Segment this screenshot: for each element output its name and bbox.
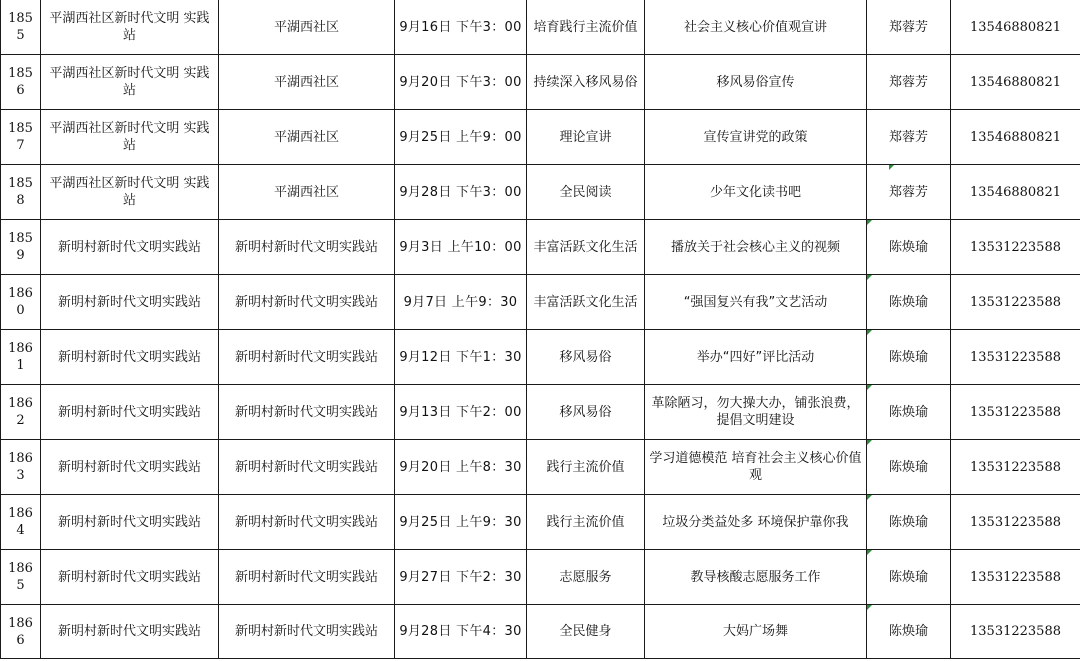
contact-cell: 郑蓉芳 [867,0,951,55]
cell-marker-icon [889,165,894,170]
station-cell: 新明村新时代文明实践站 [41,550,219,605]
phone-cell: 13531223588 [951,385,1080,440]
location-cell: 平湖西社区 [219,110,395,165]
contact-cell [867,275,951,330]
station-cell: 平湖西社区新时代文明 实践站 [41,0,219,55]
category-cell: 践行主流价值 [527,495,645,550]
table-row [1,55,1080,110]
cell-marker-icon [867,605,872,610]
location-cell: 平湖西社区 [219,0,395,55]
row-number: 1860 [1,275,41,330]
contact-cell [867,385,951,440]
cell-marker-icon [867,440,872,445]
category-cell: 移风易俗 [527,385,645,440]
time-cell: 9月25日 上午9：00 [395,110,527,165]
activity-cell: 举办“四好”评比活动 [645,330,867,385]
row-number: 1865 [1,550,41,605]
station-cell: 新明村新时代文明实践站 [41,495,219,550]
activity-cell: 学习道德模范 培育社会主义核心价值观 [645,440,867,495]
time-cell: 9月20日 下午3：00 [395,55,527,110]
cell-marker-icon [867,275,872,280]
contact-name: 郑蓉芳 [888,184,928,200]
contact-name: 陈焕瑜 [888,569,928,585]
time-cell: 9月12日 下午1：30 [395,330,527,385]
row-number: 1864 [1,495,41,550]
contact-cell [867,165,951,220]
station-cell: 新明村新时代文明实践站 [41,275,219,330]
time-cell: 9月16日 下午3：00 [395,0,527,55]
table-row [1,605,1080,659]
location-cell: 新明村新时代文明实践站 [219,330,395,385]
cell-marker-icon [867,550,872,555]
contact-cell [867,440,951,495]
phone-cell: 13531223588 [951,440,1080,495]
table-row [1,330,1080,385]
table-row [1,220,1080,275]
table-row [1,440,1080,495]
station-cell: 平湖西社区新时代文明 实践站 [41,55,219,110]
table-row [1,110,1080,165]
category-cell: 丰富活跃文化生活 [527,220,645,275]
table-row [1,0,1080,55]
time-cell: 9月13日 下午2：00 [395,385,527,440]
row-number: 1862 [1,385,41,440]
location-cell: 新明村新时代文明实践站 [219,220,395,275]
cell-marker-icon [867,220,872,225]
phone-cell: 13546880821 [951,110,1080,165]
phone-cell: 13531223588 [951,220,1080,275]
phone-cell: 13531223588 [951,550,1080,605]
location-cell: 新明村新时代文明实践站 [219,275,395,330]
location-cell: 新明村新时代文明实践站 [219,440,395,495]
row-number: 1866 [1,605,41,659]
time-cell: 9月20日 上午8：30 [395,440,527,495]
category-cell: 全民健身 [527,605,645,659]
category-cell: 培育践行主流价值 [527,0,645,55]
time-cell: 9月28日 下午4：30 [395,605,527,659]
time-cell: 9月25日 上午9：30 [395,495,527,550]
row-number: 1859 [1,220,41,275]
activity-cell: 垃圾分类益处多 环境保护靠你我 [645,495,867,550]
contact-cell [867,220,951,275]
time-cell: 9月27日 下午2：30 [395,550,527,605]
station-cell: 新明村新时代文明实践站 [41,605,219,659]
time-cell: 9月3日 上午10：00 [395,220,527,275]
contact-cell [867,550,951,605]
phone-cell: 13531223588 [951,330,1080,385]
time-cell: 9月7日 上午9：30 [395,275,527,330]
time-cell: 9月28日 下午3：00 [395,165,527,220]
contact-cell: 郑蓉芳 [867,110,951,165]
row-number: 1856 [1,55,41,110]
location-cell: 新明村新时代文明实践站 [219,605,395,659]
row-number: 1861 [1,330,41,385]
station-cell: 新明村新时代文明实践站 [41,220,219,275]
location-cell: 新明村新时代文明实践站 [219,385,395,440]
table-row [1,495,1080,550]
activity-cell: 社会主义核心价值观宣讲 [645,0,867,55]
activity-cell: 少年文化读书吧 [645,165,867,220]
table-row [1,275,1080,330]
phone-cell: 13531223588 [951,605,1080,659]
phone-cell: 13531223588 [951,495,1080,550]
row-number: 1863 [1,440,41,495]
table-body [1,0,1080,659]
row-number: 1858 [1,165,41,220]
station-cell: 新明村新时代文明实践站 [41,385,219,440]
location-cell: 平湖西社区 [219,55,395,110]
contact-name: 陈焕瑜 [888,404,928,420]
activity-cell: 播放关于社会核心主义的视频 [645,220,867,275]
contact-name: 陈焕瑜 [888,624,928,639]
contact-cell: 郑蓉芳 [867,55,951,110]
table-row [1,165,1080,220]
category-cell: 践行主流价值 [527,440,645,495]
activity-cell: 教导核酸志愿服务工作 [645,550,867,605]
category-cell: 全民阅读 [527,165,645,220]
cell-marker-icon [867,385,872,390]
contact-name: 陈焕瑜 [888,514,928,530]
contact-name: 陈焕瑜 [888,294,928,310]
contact-name: 陈焕瑜 [888,459,928,475]
station-cell: 平湖西社区新时代文明 实践站 [41,165,219,220]
contact-name: 陈焕瑜 [888,239,928,255]
activity-cell: 移风易俗宣传 [645,55,867,110]
category-cell: 丰富活跃文化生活 [527,275,645,330]
phone-cell: 13546880821 [951,165,1080,220]
cell-marker-icon [867,330,872,335]
phone-cell: 13546880821 [951,55,1080,110]
category-cell: 持续深入移风易俗 [527,55,645,110]
location-cell: 平湖西社区 [219,165,395,220]
phone-cell: 13546880821 [951,0,1080,55]
contact-cell [867,330,951,385]
table-row [1,550,1080,605]
contact-cell [867,605,951,659]
station-cell: 新明村新时代文明实践站 [41,330,219,385]
activity-cell: “强国复兴有我”文艺活动 [645,275,867,330]
table-row [1,385,1080,440]
phone-cell: 13531223588 [951,275,1080,330]
location-cell: 新明村新时代文明实践站 [219,550,395,605]
category-cell: 理论宣讲 [527,110,645,165]
activity-cell: 宣传宣讲党的政策 [645,110,867,165]
row-number: 1855 [1,0,41,55]
location-cell: 新明村新时代文明实践站 [219,495,395,550]
category-cell: 移风易俗 [527,330,645,385]
row-number: 1857 [1,110,41,165]
station-cell: 平湖西社区新时代文明 实践站 [41,110,219,165]
category-cell: 志愿服务 [527,550,645,605]
station-cell: 新明村新时代文明实践站 [41,440,219,495]
activity-cell: 大妈广场舞 [645,605,867,659]
activity-cell: 革除陋习，勿大操大办，铺张浪费，提倡文明建设 [645,385,867,440]
cell-marker-icon [867,495,872,500]
contact-name: 陈焕瑜 [888,349,928,365]
contact-cell [867,495,951,550]
